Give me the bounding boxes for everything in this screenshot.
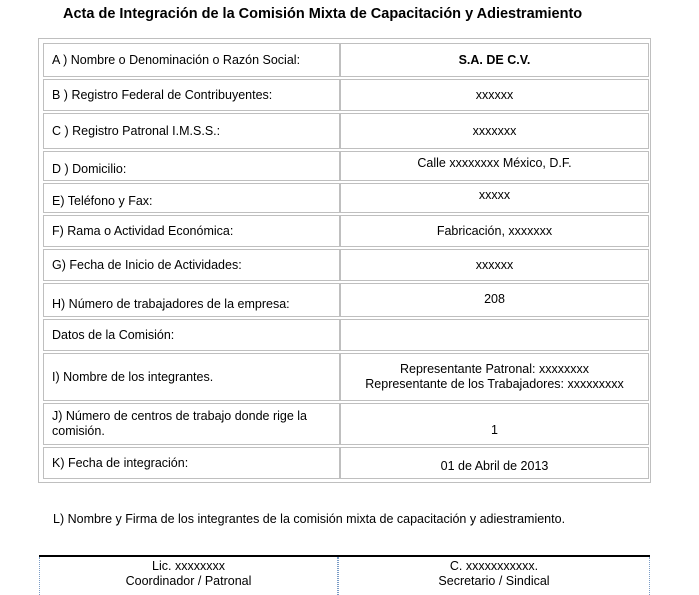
- data-table: [38, 38, 651, 483]
- signature-secretario: [338, 557, 650, 595]
- value-line-1: Representante Patronal: xxxxxxxx: [400, 362, 589, 376]
- value-text: xxxxxx: [475, 257, 514, 272]
- row-label-a: [43, 43, 340, 77]
- signer-name: Lic. xxxxxxxx: [152, 559, 225, 573]
- label-line-1: J) Número de centros de trabajo donde rige la: [52, 409, 308, 423]
- label-text: F) Rama o Actividad Económica:: [52, 223, 234, 238]
- label-text: H) Número de trabajadores de la empresa:: [52, 297, 290, 311]
- value-text: xxxxxxx: [472, 123, 517, 138]
- signer-role: Coordinador / Patronal: [125, 574, 252, 588]
- signer-role: Secretario / Sindical: [438, 574, 550, 588]
- row-label-i: [43, 353, 340, 401]
- row-value-e: [340, 183, 649, 213]
- row-value-g: [340, 249, 649, 281]
- row-label-j: [43, 403, 340, 445]
- label-text: G) Fecha de Inicio de Actividades:: [52, 257, 242, 272]
- label-text: Datos de la Comisión:: [52, 327, 175, 342]
- label-text: K) Fecha de integración:: [52, 456, 189, 470]
- value-text: 01 de Abril de 2013: [440, 459, 549, 473]
- value-text: xxxxx: [478, 188, 511, 202]
- value-text: 208: [484, 292, 505, 306]
- signature-coordinador: [39, 557, 338, 595]
- value-text: xxxxxx: [475, 87, 514, 102]
- value-text: 1: [491, 423, 498, 437]
- row-label-f: [43, 215, 340, 247]
- row-value-d: [340, 151, 649, 181]
- label-line-2: comisión.: [52, 424, 105, 438]
- label-text: C ) Registro Patronal I.M.S.S.:: [52, 123, 221, 138]
- value-text: Calle xxxxxxxx México, D.F.: [417, 156, 572, 170]
- section-value-comision: [340, 319, 649, 351]
- row-value-h: [340, 283, 649, 317]
- row-label-d: [43, 151, 340, 181]
- row-label-k: [43, 447, 340, 479]
- section-label-comision: [43, 319, 340, 351]
- row-value-b: [340, 79, 649, 111]
- value-text: S.A. DE C.V.: [458, 52, 531, 67]
- row-label-g: [43, 249, 340, 281]
- value-text: Fabricación, xxxxxxx: [436, 223, 553, 238]
- label-text: B ) Registro Federal de Contribuyentes:: [52, 87, 273, 102]
- row-label-h: [43, 283, 340, 317]
- signature-instruction: L) Nombre y Firma de los integrantes de la comisión mixta de capacitación y adiestramiento.: [53, 512, 566, 526]
- row-label-c: [43, 113, 340, 149]
- row-value-c: [340, 113, 649, 149]
- row-value-a: [340, 43, 649, 77]
- value-line-2: Representante de los Trabajadores: xxxxxxxxx: [365, 377, 624, 391]
- row-label-b: [43, 79, 340, 111]
- row-value-f: [340, 215, 649, 247]
- row-value-k: [340, 447, 649, 479]
- signer-name: C. xxxxxxxxxxx.: [449, 559, 539, 573]
- row-value-i: [340, 353, 649, 401]
- row-label-e: [43, 183, 340, 213]
- document-title: Acta de Integración de la Comisión Mixta de Capacitación y Adiestramiento: [63, 6, 583, 22]
- label-text: D ) Domicilio:: [52, 162, 127, 176]
- row-value-j: [340, 403, 649, 445]
- label-text: E) Teléfono y Fax:: [52, 194, 153, 208]
- label-text: I) Nombre de los integrantes.: [52, 369, 214, 384]
- label-text: A ) Nombre o Denominación o Razón Social:: [52, 52, 301, 67]
